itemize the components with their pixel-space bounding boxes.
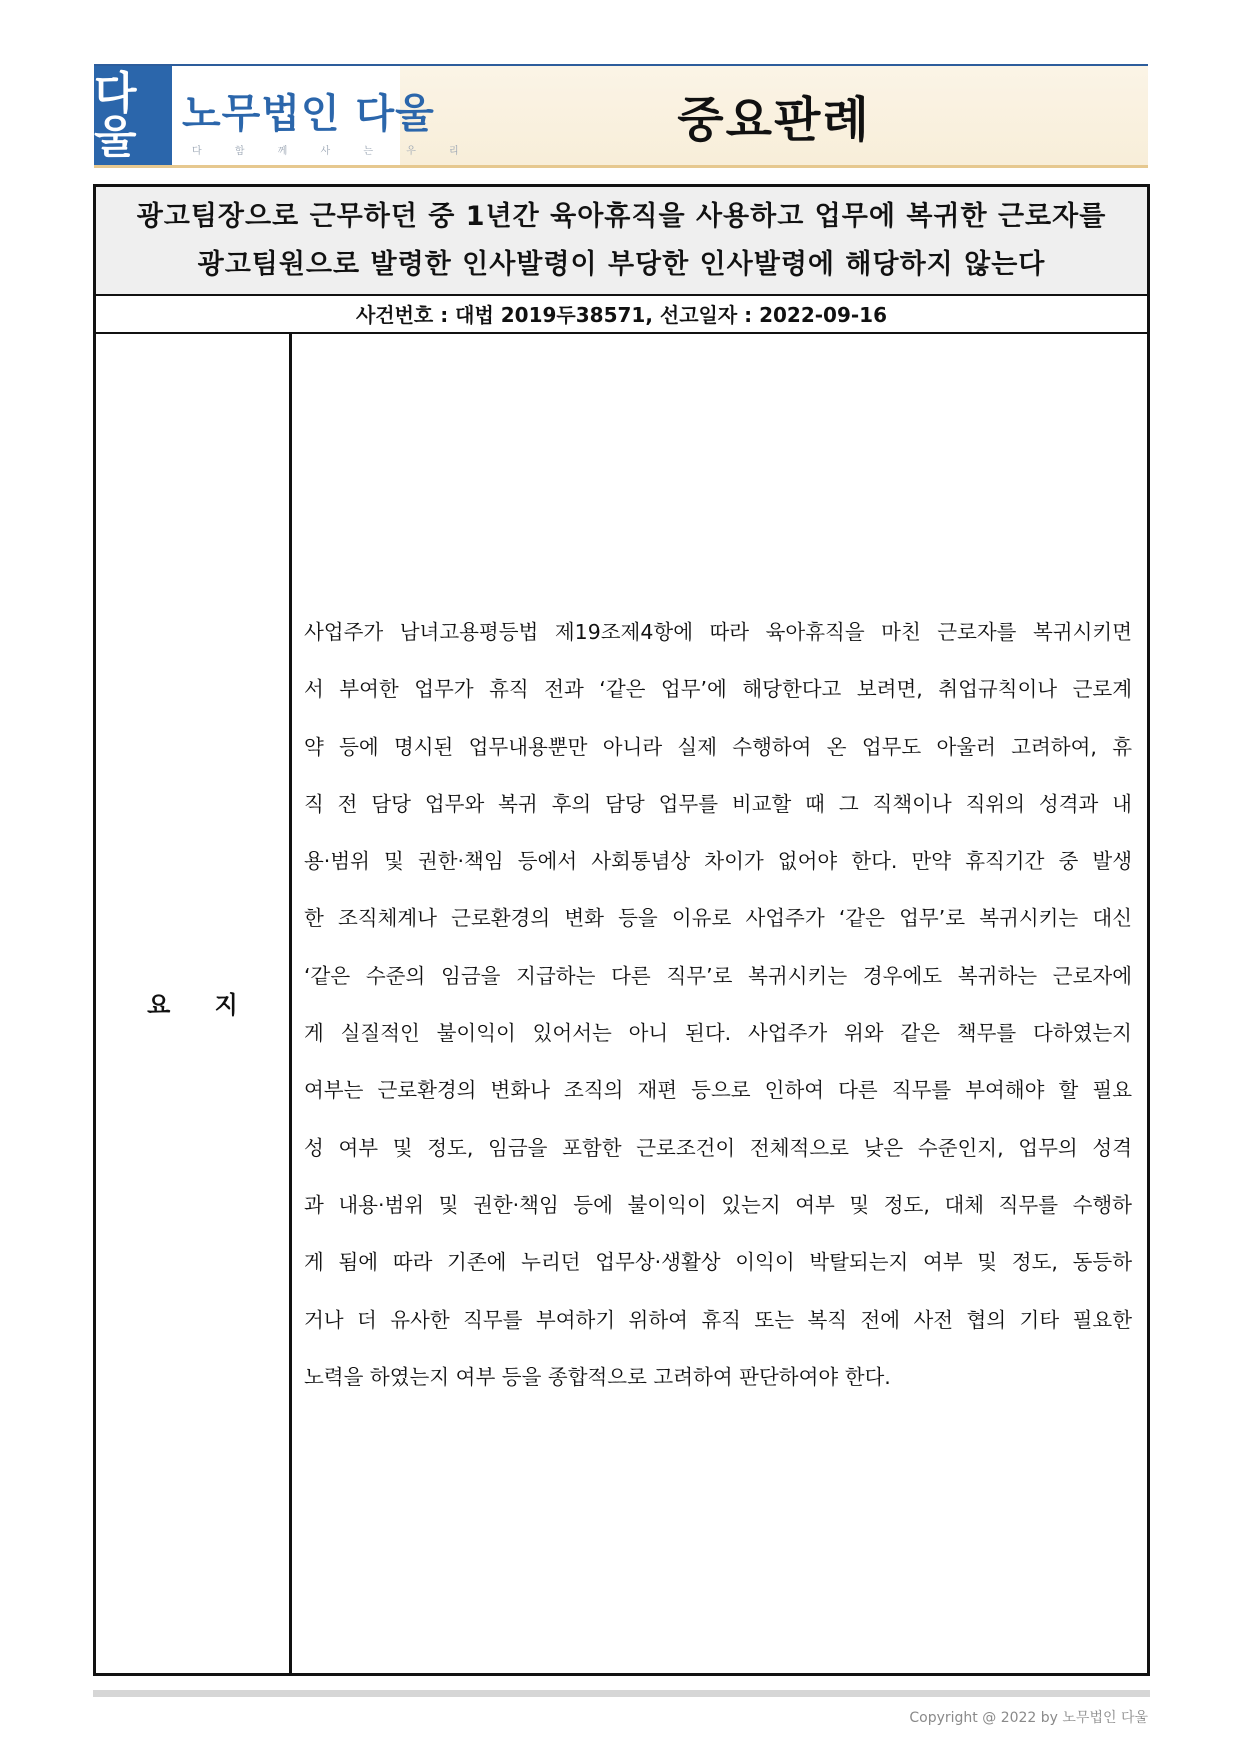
summary-line: 서 부여한 업무가 휴직 전과 ‘같은 업무’에 해당한다고 보려면, 취업규칙이나 근로계 [304,677,1132,702]
logo-title: 노무법인 다울 [182,91,435,137]
summary-line: 성 여부 및 정도, 임금을 포함한 근로조건이 전체적으로 낮은 수준인지, 업무의 성격 [304,1135,1132,1160]
document-type-label: 중요판례 [677,92,871,148]
summary-label: 요 지 [147,991,256,1019]
logo-subtitle: 다 함 께 사 는 우 리 [192,146,474,157]
summary-line: 직 전 담당 업무와 복귀 후의 담당 업무를 비교할 때 그 직책이나 직위의 성격과 내 [304,791,1132,816]
case-title-line-1: 광고팀장으로 근무하던 중 1년간 육아휴직을 사용하고 업무에 복귀한 근로자를 [136,200,1107,232]
summary-row [96,332,1147,1673]
summary-line: 사업주가 남녀고용평등법 제19조제4항에 따라 육아휴직을 마친 근로자를 복귀시키면 [304,620,1132,644]
summary-line: 약 등에 명시된 업무내용뿐만 아니라 실제 수행하여 온 업무도 아울러 고려하여, 휴 [304,734,1132,759]
summary-line: 한 조직체계나 근로환경의 변화 등을 이유로 사업주가 ‘같은 업무’로 복귀시키는 대신 [304,906,1132,931]
summary-line: 용·범위 및 권한·책임 등에서 사회통념상 차이가 없어야 한다. 만약 휴직기간 중 발생 [304,849,1132,874]
logo-mark: 다울 [94,67,137,163]
case-info: 사건번호 : 대법 2019두38571, 선고일자 : 2022-09-16 [96,294,1147,334]
case-title-line-2: 광고팀원으로 발령한 인사발령이 부당한 인사발령에 해당하지 않는다 [197,248,1046,280]
summary-line: 여부는 근로환경의 변화나 조직의 재편 등으로 인하여 다른 직무를 부여해야 할 필요 [304,1078,1132,1103]
footer-divider [93,1690,1150,1697]
summary-label-cell [96,332,292,1673]
case-summary-table [93,184,1150,1676]
summary-line: 게 됨에 따라 기존에 누리던 업무상·생활상 이익이 박탈되는지 여부 및 정도, 동등하 [304,1250,1132,1275]
summary-line: 게 실질적인 불이익이 있어서는 아니 된다. 사업주가 위와 같은 책무를 다하였는지 [304,1021,1132,1046]
case-title [96,187,1147,296]
summary-line: 거나 더 유사한 직무를 부여하기 위하여 휴직 또는 복직 전에 사전 협의 기타 필요한 [304,1307,1132,1332]
summary-content-cell [292,332,1147,1673]
summary-line: 노력을 하였는지 여부 등을 종합적으로 고려하여 판단하여야 한다. [304,1364,891,1389]
logo-mark-box [94,66,172,165]
summary-text [304,604,1132,1406]
page-header [94,64,1148,168]
summary-line: ‘같은 수준의 임금을 지급하는 다른 직무’로 복귀시키는 경우에도 복귀하는 근로자에 [304,963,1132,988]
logo-wordmark [172,66,474,165]
copyright-text: Copyright @ 2022 by 노무법인 다울 [909,1710,1148,1726]
summary-line: 과 내용·범위 및 권한·책임 등에 불이익이 있는지 여부 및 정도, 대체 직무를 수행하 [304,1192,1132,1217]
